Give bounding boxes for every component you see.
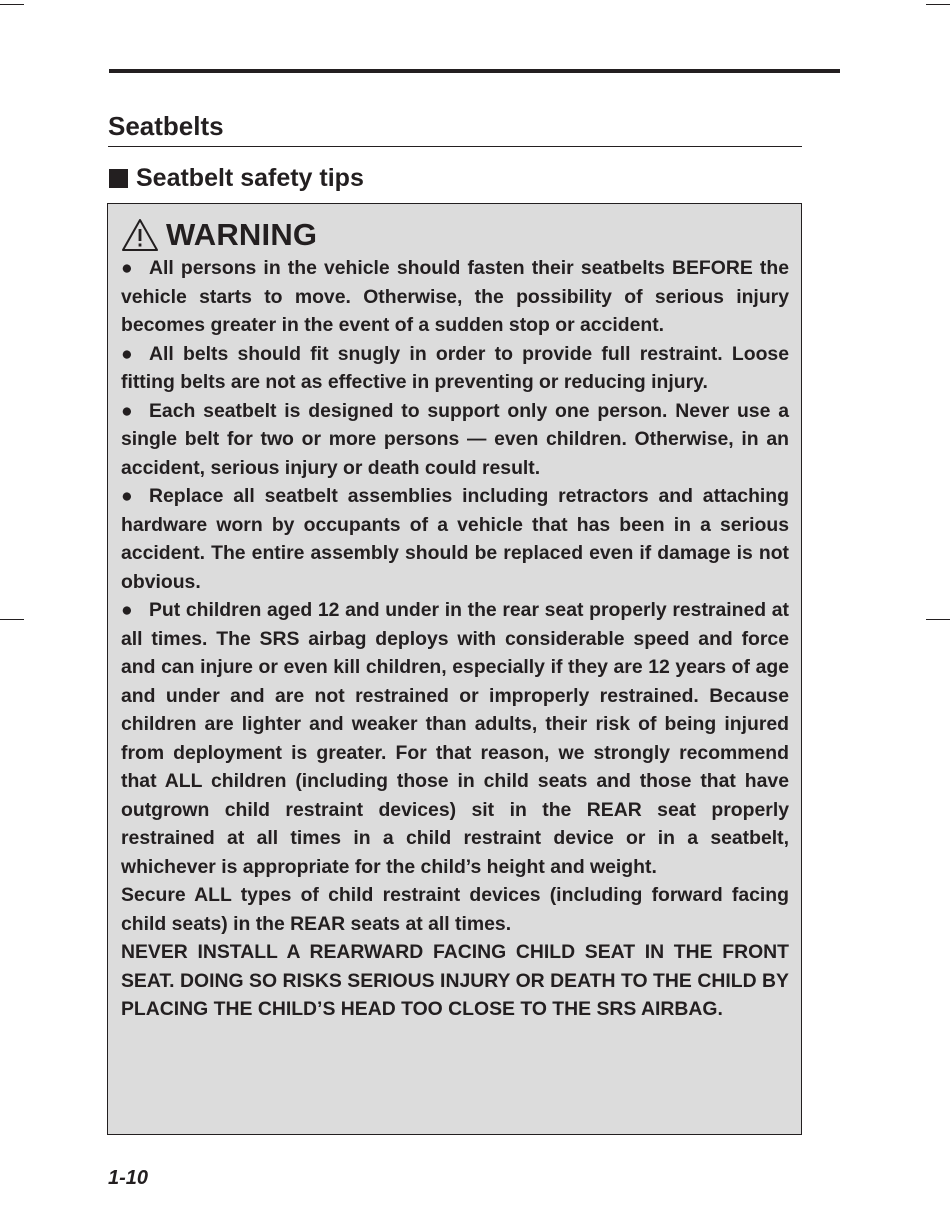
warning-header: [121, 216, 789, 254]
bullet-dot-icon: ●: [121, 257, 133, 279]
bullet-dot-icon: ●: [121, 485, 133, 507]
warning-bullet: [121, 340, 789, 397]
subsection-title: Seatbelt safety tips: [136, 164, 364, 192]
black-square-icon: [109, 169, 128, 188]
subsection-heading: [108, 162, 364, 194]
warning-box: [107, 203, 802, 1135]
warning-title: WARNING: [166, 217, 318, 252]
warning-bullet-text: Each seatbelt is designed to support only one person. Never use a single belt for two or more persons — even children. Otherwise, in an accident, serious injury or death could result.: [121, 399, 789, 479]
warning-paragraph: Secure ALL types of child restraint devices (including forward facing child seats) in the REAR seats at all times.: [121, 884, 789, 935]
section-title-underline: [108, 146, 802, 147]
bullet-dot-icon: ●: [121, 399, 133, 422]
warning-bullet: [121, 254, 789, 340]
warning-bullet-text: All persons in the vehicle should fasten their seatbelts BEFORE the vehicle starts to move. Otherwise, the possibility of serious injury becomes greater in the event of a sudden stop or accident.: [121, 257, 789, 336]
warning-bullet-text: All belts should fit snugly in order to provide full restraint. Loose fitting belts are not as effective in preventing or reducing injury.: [121, 342, 789, 393]
section-title: Seatbelts: [108, 111, 224, 141]
header-rule: [109, 69, 840, 73]
warning-bullet-text: Replace all seatbelt assemblies including retractors and attaching hardware worn by occupants of a vehicle that has been in a serious accident. The entire assembly should be replaced even if damage is not obvious.: [121, 485, 789, 593]
warning-bullet-text: Put children aged 12 and under in the rear seat properly restrained at all times. The SRS airbag deploys with considerable speed and force and can injure or even kill children, especially if they are 12 years of age and under and are not restrained or improperly restrained. Because children are lighter and weaker than adults, their risk of being injured from deployment is greater. For that reason, we strongly recommend that ALL children (including those in child seats and those that have outgrown child restraint devices) sit in the REAR seat properly restrained at all times in a child restraint device or in a seatbelt, whichever is appropriate for the child’s height and weight.: [121, 599, 789, 878]
crop-mark: [0, 4, 24, 5]
bullet-dot-icon: ●: [121, 342, 133, 365]
warning-bullet: [121, 482, 789, 596]
page-number: 1-10: [108, 1167, 149, 1189]
crop-mark: [926, 619, 950, 620]
crop-mark: [0, 619, 24, 620]
warning-paragraph: NEVER INSTALL A REARWARD FACING CHILD SEAT IN THE FRONT SEAT. DOING SO RISKS SERIOUS INJURY OR DEATH TO THE CHILD BY PLACING THE CHILD’S HEAD TOO CLOSE TO THE SRS AIRBAG.: [121, 941, 789, 1020]
warning-bullet: [121, 596, 789, 881]
bullet-dot-icon: ●: [121, 599, 133, 621]
warning-triangle-icon: [121, 218, 159, 252]
warning-bullet: [121, 397, 789, 483]
crop-mark: [926, 4, 950, 5]
